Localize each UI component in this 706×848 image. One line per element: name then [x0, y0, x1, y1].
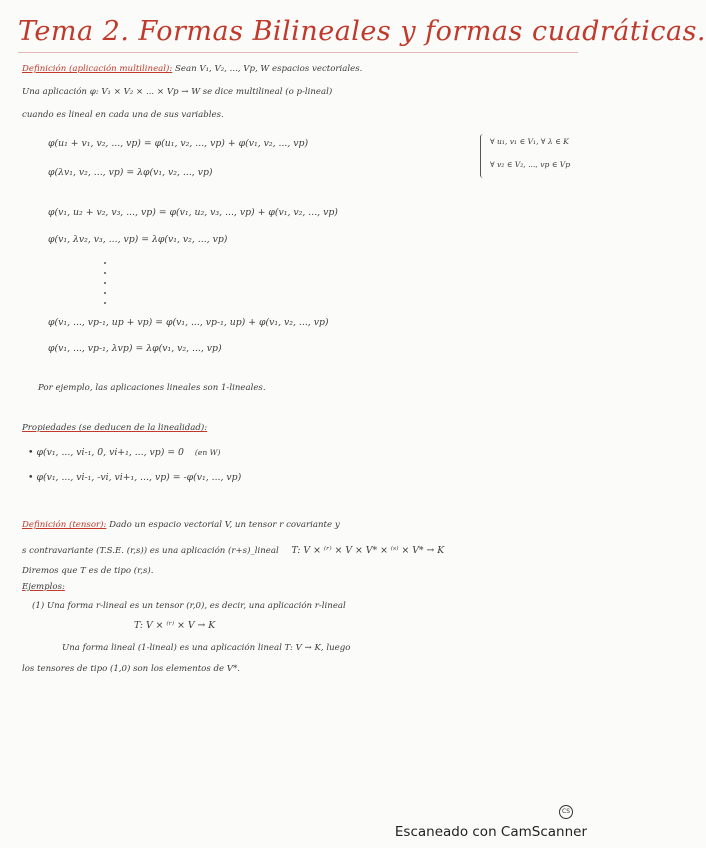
scanner-watermark: Escaneado con CamScanner: [394, 824, 587, 840]
definition-line-2: Una aplicación φ: V₁ × V₂ × ... × Vp → W se dice multilineal (o p-lineal): [22, 87, 333, 97]
properties-heading: Propiedades (se deducen de la linealidad):: [22, 423, 208, 433]
property-zero: [28, 447, 220, 458]
equation-additivity-p: φ(v₁, ..., vp-₁, up + vp) = φ(v₁, ..., vp-₁, up) + φ(v₁, v₂, ..., vp): [48, 317, 329, 328]
definition-line-3: cuando es lineal en cada una de sus variables.: [22, 110, 224, 120]
examples-label: Ejemplos:: [22, 582, 65, 592]
example-2a: Una forma lineal (1-lineal) es una aplicación lineal T: V → K, luego: [62, 643, 351, 653]
ellipsis-dot: [104, 282, 106, 284]
property-zero-note: (en W): [194, 448, 221, 457]
tensor-heading: Definición (tensor):: [22, 520, 107, 530]
example-1-formula: T: V × ⁽ʳ⁾ × V → K: [134, 620, 216, 631]
tensor-line-1: Dado un espacio vectorial V, un tensor r covariante y: [109, 520, 340, 530]
property-zero-formula: • φ(v₁, ..., vi-₁, 0, vi+₁, ..., vp) = 0: [28, 447, 184, 458]
equation-additivity-2: φ(v₁, u₂ + v₂, v₃, ..., vp) = φ(v₁, u₂, v₃, ..., vp) + φ(v₁, v₂, ..., vp): [48, 207, 338, 218]
definition-intro: Sean V₁, V₂, ..., Vp, W espacios vectoriales.: [175, 64, 363, 74]
condition-1: ∀ u₁, v₁ ∈ V₁, ∀ λ ∈ K: [490, 137, 569, 146]
ellipsis-dot: [104, 292, 106, 294]
definition-heading: Definición (aplicación multilineal):: [22, 64, 173, 74]
example-note: Por ejemplo, las aplicaciones lineales son 1-lineales.: [38, 383, 266, 393]
property-negative: • φ(v₁, ..., vi-₁, -vi, vi+₁, ..., vp) = -φ(v₁, ..., vp): [28, 472, 242, 483]
tensor-definition: [22, 520, 340, 530]
ellipsis-dot: [104, 302, 106, 304]
equation-homogeneity-2: φ(v₁, λv₂, v₃, ..., vp) = λφ(v₁, v₂, ..., vp): [48, 234, 228, 245]
equation-additivity-1: φ(u₁ + v₁, v₂, ..., vp) = φ(u₁, v₂, ..., vp) + φ(v₁, v₂, ..., vp): [48, 138, 309, 149]
tensor-line-2: s contravariante (T.S.E. (r,s)) es una aplicación (r+s)_lineal: [22, 546, 279, 556]
definition-block: [22, 64, 362, 74]
equation-homogeneity-1: φ(λv₁, v₂, ..., vp) = λφ(v₁, v₂, ..., vp): [48, 167, 213, 178]
example-2b: los tensores de tipo (1,0) son los elementos de V*.: [22, 664, 241, 674]
camscanner-logo-icon: CS: [559, 805, 573, 819]
page-title: Tema 2. Formas Bilineales y formas cuadráticas.: [18, 16, 706, 47]
equation-homogeneity-p: φ(v₁, ..., vp-₁, λvp) = λφ(v₁, v₂, ..., vp): [48, 343, 222, 354]
brace: [480, 134, 487, 178]
tensor-formula: T: V × ⁽ʳ⁾ × V × V* × ⁽ˢ⁾ × V* → K: [291, 545, 445, 556]
tensor-line-3: Diremos que T es de tipo (r,s).: [22, 566, 154, 576]
title-underline: [18, 52, 578, 53]
ellipsis-dot: [104, 262, 106, 264]
ellipsis-dot: [104, 272, 106, 274]
condition-2: ∀ v₂ ∈ V₂, ..., vp ∈ Vp: [490, 160, 571, 169]
example-1: (1) Una forma r-lineal es un tensor (r,0), es decir, una aplicación r-lineal: [32, 601, 346, 611]
tensor-line-2-row: [22, 545, 444, 556]
